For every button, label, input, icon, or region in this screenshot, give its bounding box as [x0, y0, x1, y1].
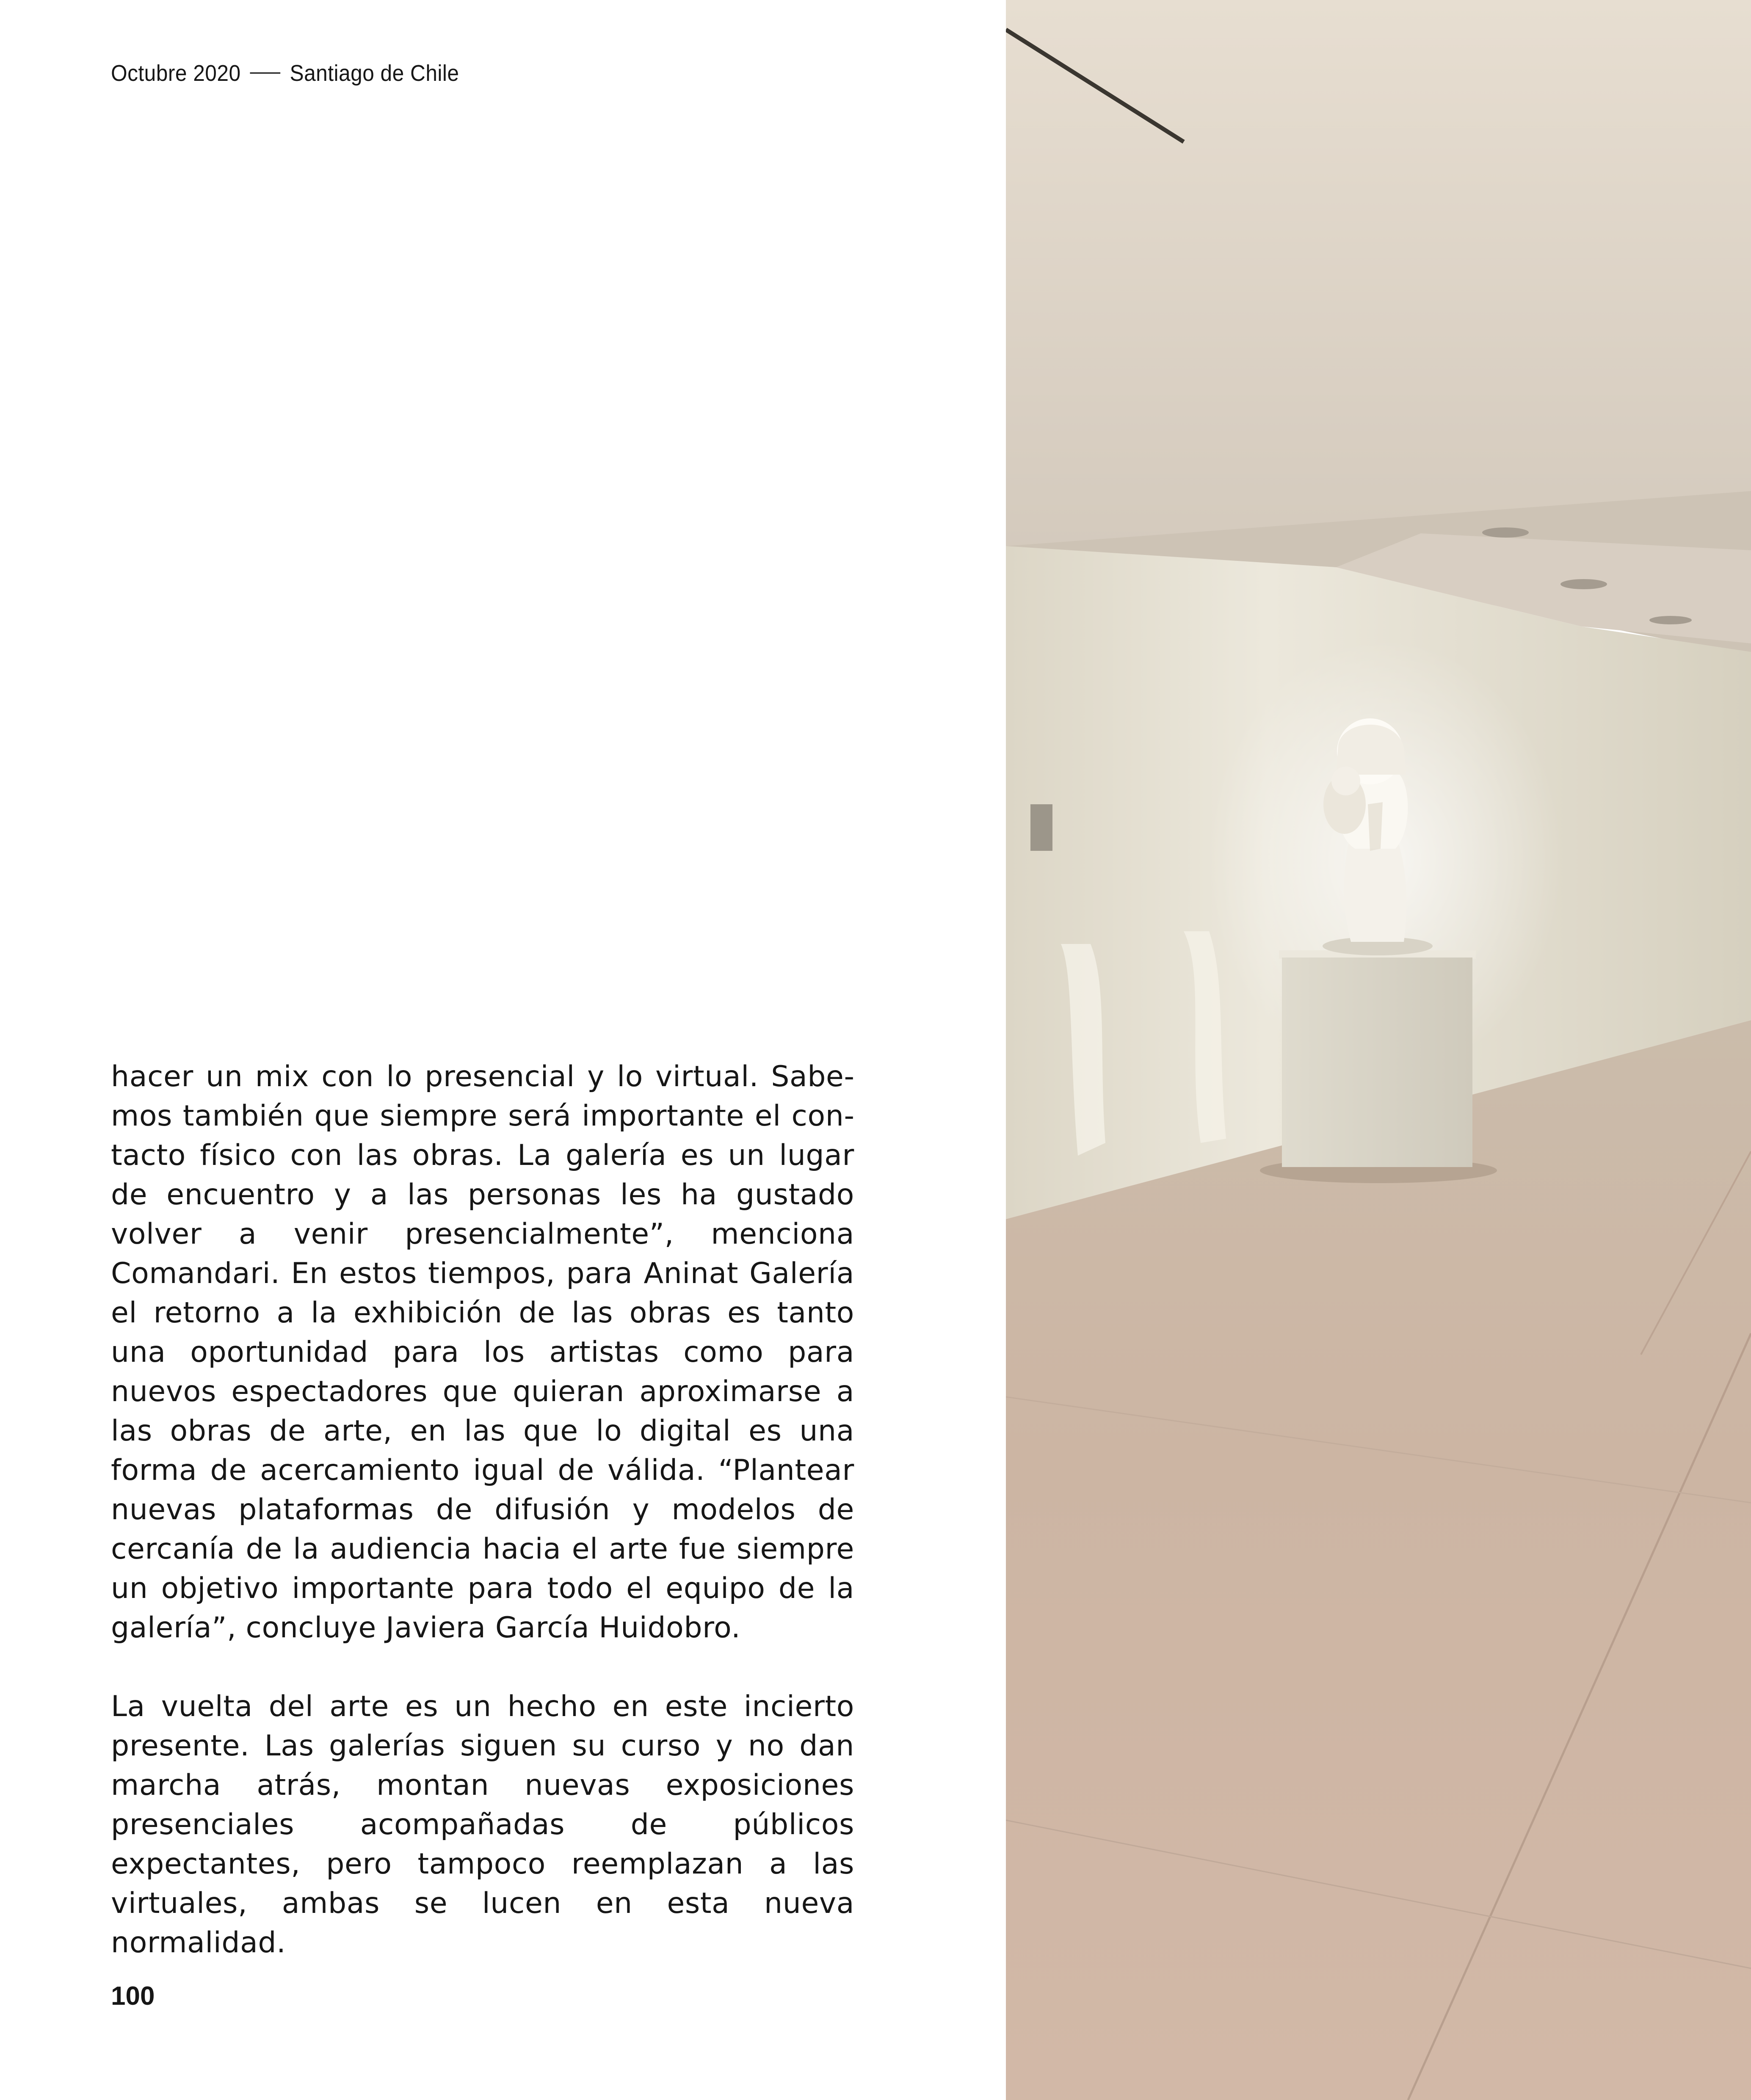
running-head — [111, 60, 459, 86]
article-paragraph-2: La vuelta del arte es un hecho en este incierto presente. Las galerías siguen su curso y no dan marcha atrás, montan nuevas exposiciones presenciales acompañadas de públicos expectantes, pero tampoco reemplazan a las virtuales, ambas se lucen en esta nueva normalidad. — [111, 1690, 854, 1959]
ceiling-light-3 — [1649, 616, 1692, 624]
header-dash — [250, 72, 281, 74]
gallery-photo — [1006, 0, 1751, 2100]
article-paragraph-1: hacer un mix con lo presencial y lo virtual. Sabemos también que siempre será importante el contacto físico con las obras. La galería es un lugar de encuentro y a las personas les ha gustado volver a venir presencialmente”, menciona Comandari. En estos tiempos, para Aninat Galería el retorno a la exhibición de las obras es tanto una oportunidad para los artistas como para nuevos espectadores que quieran aproximarse a las obras de arte, en las que lo digital es una forma de acercamiento igual de válida. “Plantear nuevas plataformas de difusión y modelos de cercanía de la audiencia hacia el arte fue siempre un objetivo importante para todo el equipo de la galería”, concluye Javiera García Huidobro. — [111, 1060, 854, 1645]
article-body — [111, 1057, 854, 1962]
issue-place: Santiago de Chile — [290, 61, 459, 86]
wall-label — [1030, 804, 1052, 851]
page-number: 100 — [111, 1981, 155, 2011]
ceiling-light-1 — [1482, 527, 1529, 538]
ceiling — [1006, 0, 1751, 550]
ceiling-light-2 — [1560, 579, 1607, 589]
issue-date: Octubre 2020 — [111, 61, 241, 86]
plinth — [1282, 958, 1472, 1167]
